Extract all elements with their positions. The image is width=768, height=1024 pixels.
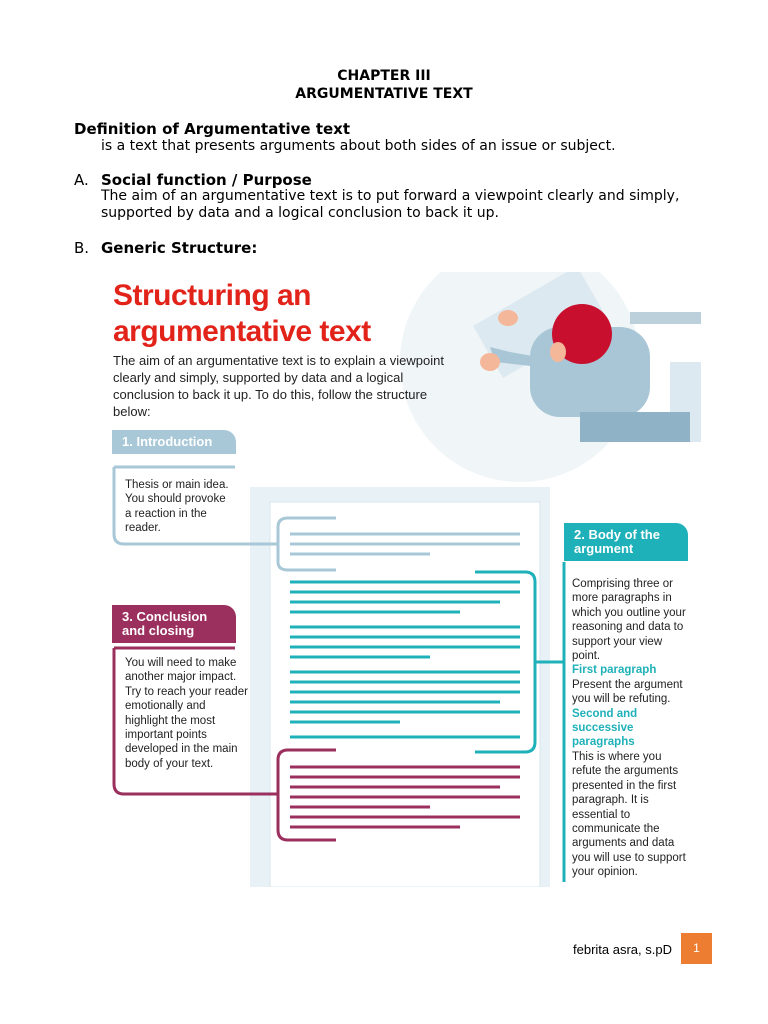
section-a-letter: A.: [74, 171, 89, 189]
second-paragraphs-text: This is where you refute the arguments presented in the first paragraph. It is essential to communicate the arguments and data you will use to support your opinion.: [572, 750, 686, 879]
introduction-text: Thesis or main idea. You should provoke a reaction in the reader.: [125, 479, 229, 535]
first-paragraph-text: Present the argument you will be refuting.: [572, 678, 683, 706]
definition-heading: Definition of Argumentative text: [74, 120, 351, 138]
document-sheet: [270, 502, 540, 887]
page-number: 1: [681, 933, 712, 964]
conclusion-lines: [290, 767, 520, 827]
section-b-heading: Generic Structure:: [101, 239, 258, 257]
infographic-title: [113, 278, 371, 350]
infographic-title-line2: argumentative text: [113, 315, 371, 348]
chapter-number: CHAPTER III: [337, 68, 431, 84]
infographic-title-line1: Structuring an: [113, 279, 312, 312]
second-paragraphs-heading: Second and successive paragraphs: [572, 707, 638, 749]
section-a-heading: Social function / Purpose: [101, 171, 312, 189]
conclusion-label: 3. Conclusion and closing: [112, 605, 236, 643]
section-a-text: The aim of an argumentative text is to put forward a viewpoint clearly and simply, supported by data and a logical conclusion to back it up.: [101, 188, 680, 221]
body-label: 2. Body of the argument: [564, 523, 688, 561]
chapter-title: ARGUMENTATIVE TEXT: [295, 86, 473, 102]
body-description: [572, 577, 692, 880]
first-paragraph-heading: First paragraph: [572, 664, 657, 677]
infographic-subtitle: The aim of an argumentative text is to explain a viewpoint clearly and simply, supported by data and a logical conclusion to back it up. To do this, follow the structure below:: [113, 353, 444, 419]
introduction-label: 1. Introduction: [112, 430, 236, 454]
section-b-letter: B.: [74, 239, 90, 257]
definition-text: is a text that presents arguments about both sides of an issue or subject.: [101, 138, 616, 154]
conclusion-text: You will need to make another major impact. Try to reach your reader emotionally and highlight the most important points developed in the main body of your text.: [125, 657, 248, 770]
body-text: Comprising three or more paragraphs in which you outline your reasoning and data to support your view point.: [572, 578, 686, 663]
footer-author: febrita asra, s.pD: [573, 942, 672, 957]
structure-infographic: [100, 272, 701, 887]
